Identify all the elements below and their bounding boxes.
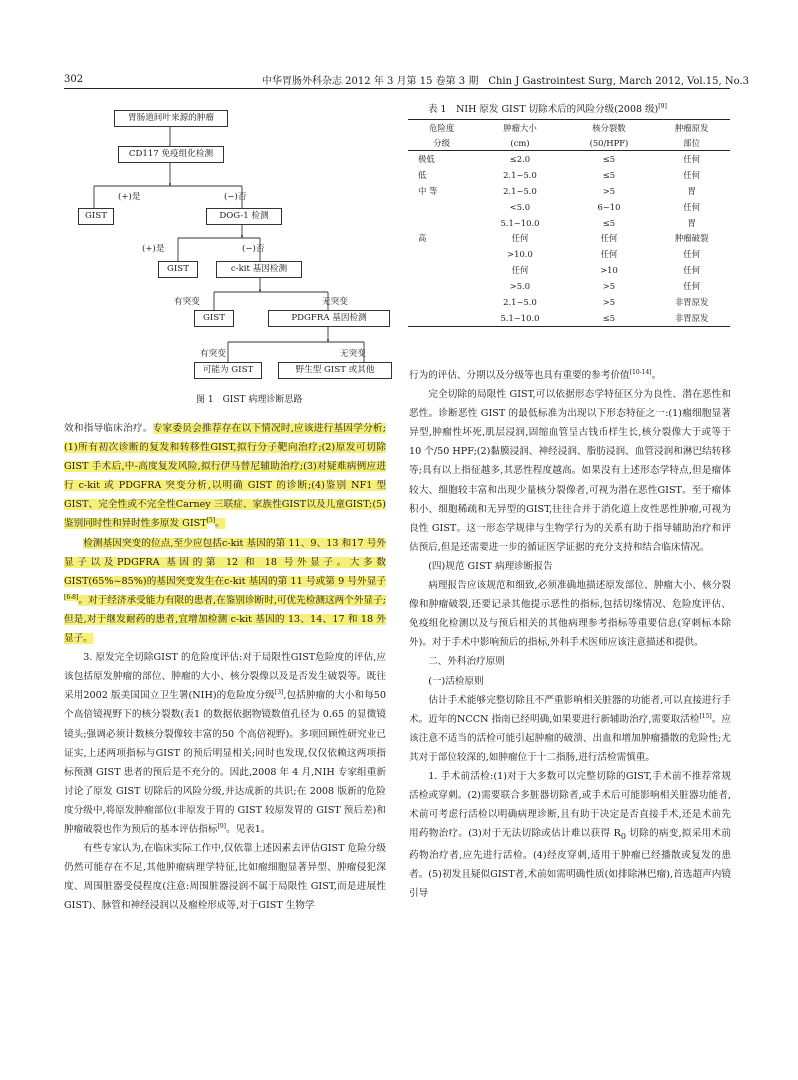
table-row [408,215,730,231]
flow-label-no-1: (−)否 [224,192,247,202]
table-cell: 任何 [683,249,701,260]
table-cell: 胃 [687,217,696,228]
subsection-heading: (一)活检原则 [428,675,484,687]
citation-ref: [9] [217,822,226,830]
table-cell: ≤5 [565,310,654,326]
text-span: 。 [651,370,662,381]
table-cell: <5.0 [509,201,531,212]
table-row [408,199,730,215]
flow-node-maybe-gist: 可能为 GIST [194,362,262,379]
table-header-cell: 危险度 [408,120,475,136]
table-cell [408,310,475,326]
table-row [408,294,730,310]
flow-node-gist-3: GIST [194,310,234,327]
table-cell: 非胃原发 [674,296,709,307]
table-row [408,167,730,183]
figure-caption: 图 1 GIST 病理诊断思路 [196,395,303,405]
text-span: 切除的病变,拟采用术前药物治疗者,应先进行活检。(4)经皮穿刺,适用于肿瘤已经播散或复发的患者。(5)初发且疑似GIST者,术前如需明确性质(如排除淋巴瘤),首选超声内镜引导 [409,828,731,900]
gist-diagnosis-flowchart [64,96,394,412]
left-column-text [64,419,386,915]
subscript: 0 [620,832,626,842]
table-cell: >5 [602,185,616,196]
table-row [408,262,730,278]
flow-label-no-mutation-1: 无突变 [322,297,348,307]
text-span: ,包括肿瘤的大小和每50 个高倍镜视野下的核分裂数(表1 的数据依据物镜数值孔径为 0.65 的显微镜镜头;强调必须计数核分裂像较丰富的50 个高倍视野)。多项回顾性研究业已证实,上述两项指标与GIST 的预后明显相关;同时也发现,仅仅依赖这两项指标预测 GIST 患者的预后是不充分的。因此,2008 年 4 月,NIH 专家组重新讨论了原发 GIST 切除后的风险分级,并达成新的共识;在 2008 版新的危险度分级中,将原发肿瘤部位(非原发于胃的 GIST 较原发胃的 GIST 预后差)和肿瘤破裂也作为预后的基本评估指标 [64,690,386,835]
table-caption [428,101,667,115]
paragraph [409,691,731,767]
table-cell: 极低 [418,153,435,164]
flow-label-no-2: (−)否 [242,244,265,254]
table-cell: >10 [600,265,618,276]
paragraph [409,767,731,904]
table-cell: 任何 [683,265,701,276]
flow-node-gist-1: GIST [78,208,114,225]
highlighted-text: 检测基因突变的位点,至少应包括c-kit 基因的第 11、9、13 和17 号外显子以及PDGFRA 基因的第 12 和 18 号外显子。大多数GIST(65%~85%)的基因突变发生在c-kit 基因的第 11 号或第 9 号外显子 [64,537,386,587]
paragraph [64,419,386,534]
table-cell: 任何 [683,281,701,292]
table-cell: 非胃原发 [653,310,730,326]
flow-node-pdgfra: PDGFRA 基因检测 [268,310,390,327]
flow-label-no-mutation-2: 无突变 [340,349,366,359]
table-cell [408,262,475,278]
text-span: 3. 原发完全切除GIST 的危险度评估:对于局限性GIST危险度的评估,应该包括原发肿瘤的部位、肿瘤的大小、核分裂像以及是否发生破裂等。既往采用2002 版美国国立卫生署(NIH)的危险度分级 [64,652,386,702]
table-cell: 任何 [683,169,701,180]
highlighted-text: 。对于经济承受能力有限的患者,在鉴别诊断时,可优先检测这两个外显子;但是,对于继发耐药的患者,宜增加检测 c-kit 基因的 13、14、17 和 18 外显子。 [64,594,386,645]
text-span: 。应该注意不适当的活检可能引起肿瘤的破溃、出血和增加肿瘤播散的危险性;尤其对于部位较深的,如肿瘤位于十二指肠,进行活检需慎重。 [409,713,731,763]
table-cell: 低 [418,169,427,180]
table-cell [408,199,475,215]
text-span: 行为的评估、分期以及分级等也具有重要的参考价值 [409,370,630,381]
table-cell: 胃 [687,185,696,196]
flow-node-cd117: CD117 免疫组化检测 [118,146,224,163]
flow-node-start: 胃肠道间叶来源的肿瘤 [114,110,228,127]
table-cell [408,278,475,294]
table-cell: 5.1~10.0 [475,310,564,326]
citation-ref: [15] [699,712,712,720]
table-cell: ≤5 [602,217,616,228]
flow-label-mutation-2: 有突变 [200,349,226,359]
table-row [408,151,730,167]
table-row [408,310,730,326]
flow-node-wild-type: 野生型 GIST 或其他 [278,362,392,379]
table-cell: >5 [602,281,616,292]
table-cell: 2.1~5.0 [503,296,537,307]
risk-classification-table [408,119,730,327]
table-cell: 任何 [600,249,618,260]
table-row [408,246,730,262]
table-cell: ≤2.0 [509,153,531,164]
table-header-cell: 分级 [408,135,475,151]
citation-ref: [6-8] [64,593,79,601]
text-span: 效和指导临床治疗。 [64,423,153,434]
table-cell [408,246,475,262]
paragraph: 完全切除的局限性 GIST,可以依据形态学特征区分为良性、潜在恶性和恶性。诊断恶性 GIST 的最低标准为出现以下形态特征之一:(1)瘤细胞显著异型,肿瘤性坏死,肌层浸润,固缩血管呈古钱币样生长,核分裂像大于或等于 10 个/50 HPF;(2)黏膜浸润、神经浸润、脂肪浸润、血管浸润和淋巴结转移等;具有以上指征越多,其恶性程度越高。如果没有上述形态学特点,但是瘤体较大、细胞较丰富和出现少量核分裂像者,可视为潜在恶性GIST。至于瘤体积小、细胞稀疏和无异型的GIST,往往合并于消化道上皮性恶性肿瘤,可视为良性 GIST。这一形态学规律与生物学行为的关系有助于指导辅助治疗和评估预后,但是还需要进一步的循证医学证据的充分支持和结合临床情况。 [409,389,731,553]
citation-ref: [5] [206,517,216,525]
table-cell [408,215,475,231]
page-number: 302 [64,74,84,85]
table-row [408,230,730,246]
text-span: 。见表1。 [226,823,271,835]
table-header-cell: 部位 [653,135,730,151]
table-cell: 任何 [511,233,529,244]
flow-label-yes-1: (+)是 [118,192,141,202]
table-cell: ≤5 [602,153,616,164]
paragraph [64,648,386,839]
section-heading: (四)规范 GIST 病理诊断报告 [428,560,553,572]
paragraph [409,366,731,385]
section-heading: 二、外科治疗原则 [428,656,505,668]
citation-ref: [3] [274,689,284,697]
table-header-cell: 肿瘤大小 [475,120,564,136]
flow-label-yes-2: (+)是 [142,244,165,254]
table-cell: 任何 [683,153,701,164]
table-cell: 中 等 [418,185,438,196]
table-caption-ref: [9] [658,102,667,110]
table-header-cell: 核分裂数 [565,120,654,136]
table-row [408,278,730,294]
table-header-row-2 [408,135,730,151]
text-span: 1. 手术前活检:(1)对于大多数可以完整切除的GIST,手术前不推荐常规活检或穿刺。(2)需要联合多脏器切除者,或手术后可能影响相关脏器功能者,术前可考虑行活检以明确病理诊断,且有助于决定是否直接手术,还是术前先用药物治疗。(3)对于无法切除或估计难以获得 R [409,770,731,840]
table-cell: 2.1~5.0 [503,169,537,180]
paragraph [64,534,386,649]
table-header-row-1 [408,120,730,136]
text-span: 估计手术能够完整切除且不严重影响相关脏器的功能者,可以直接进行手术。近年的NCCN 指南已经明确,如果要进行新辅助治疗,需要取活检 [409,694,731,725]
table-header-cell: (cm) [475,135,564,151]
table-cell: >5 [602,296,616,307]
highlighted-text: 专家委员会推荐存在以下情况时,应该进行基因学分析;(1)所有初次诊断的复发和转移性GIST,拟行分子靶向治疗;(2)原发可切除 GIST 手术后,中-高度复发风险,拟行伊马替尼辅助治疗;(3)对疑难病例应进行 c-kit 或 PDGFRA 突变分析,以明确 GIST 的诊断;(4)鉴别 NF1 型 GIST、完全性或不完全性Carney 三联症、家族性GIST以及儿童GIST;(5)鉴别同时性和异时性多原发 GIST [64,423,387,530]
table-row [408,183,730,199]
table-cell: ≤5 [602,169,616,180]
right-column-text [409,366,731,904]
table-cell: 任何 [683,201,701,212]
table-cell: 肿瘤破裂 [674,233,709,244]
flow-node-dog1: DOG-1 检测 [206,208,282,225]
highlighted-text: 。 [215,518,225,530]
table-cell: >5.0 [509,281,531,292]
paragraph: 有些专家认为,在临床实际工作中,仅依靠上述因素去评估GIST 危险分级仍然可能存在不足,其他肿瘤病理学特征,比如瘤细胞显著异型、肿瘤侵犯深度、周围脏器受侵程度(注意:周围脏器浸润不属于局限性 GIST,而是进展性GIST)、脉管和神经浸润以及瘤栓形成等,对于GIST 生物学 [64,843,386,912]
flow-node-ckit: c-kit 基因检测 [216,261,302,278]
table-cell: 6~10 [597,201,621,212]
paragraph: 病理报告应该规范和细致,必须准确地描述原发部位、肿瘤大小、核分裂像和肿瘤破裂,还要记录其他提示恶性的指标,包括切缘情况、危险度评估、免疫组化检测以及与预后相关的其他病理参考指标等重要信息(穿刺标本除外)。对于手术中影响预后的指标,外科手术医师应该注意描述和提供。 [409,580,731,649]
table-caption-text: 表 1 NIH 原发 GIST 切除术后的风险分级(2008 级) [428,104,659,115]
flow-node-gist-2: GIST [158,261,198,278]
table-cell: 5.1~10.0 [500,217,540,228]
header-rule [64,88,730,89]
table-cell: >10.0 [507,249,533,260]
flow-label-mutation-1: 有突变 [174,297,200,307]
table-cell: 任何 [511,265,529,276]
table-cell: 高 [418,233,427,244]
journal-header: 中华胃肠外科杂志 2012 年 3 月第 15 卷第 3 期 Chin J Gastrointest Surg, March 2012, Vol.15, No.3 [262,76,749,87]
table-header-cell: 肿瘤原发 [653,120,730,136]
citation-ref: [10-14] [629,368,652,376]
table-cell: 任何 [600,233,618,244]
table-header-cell: (50/HPF) [565,135,654,151]
table-cell: 2.1~5.0 [503,185,537,196]
table-cell [408,294,475,310]
